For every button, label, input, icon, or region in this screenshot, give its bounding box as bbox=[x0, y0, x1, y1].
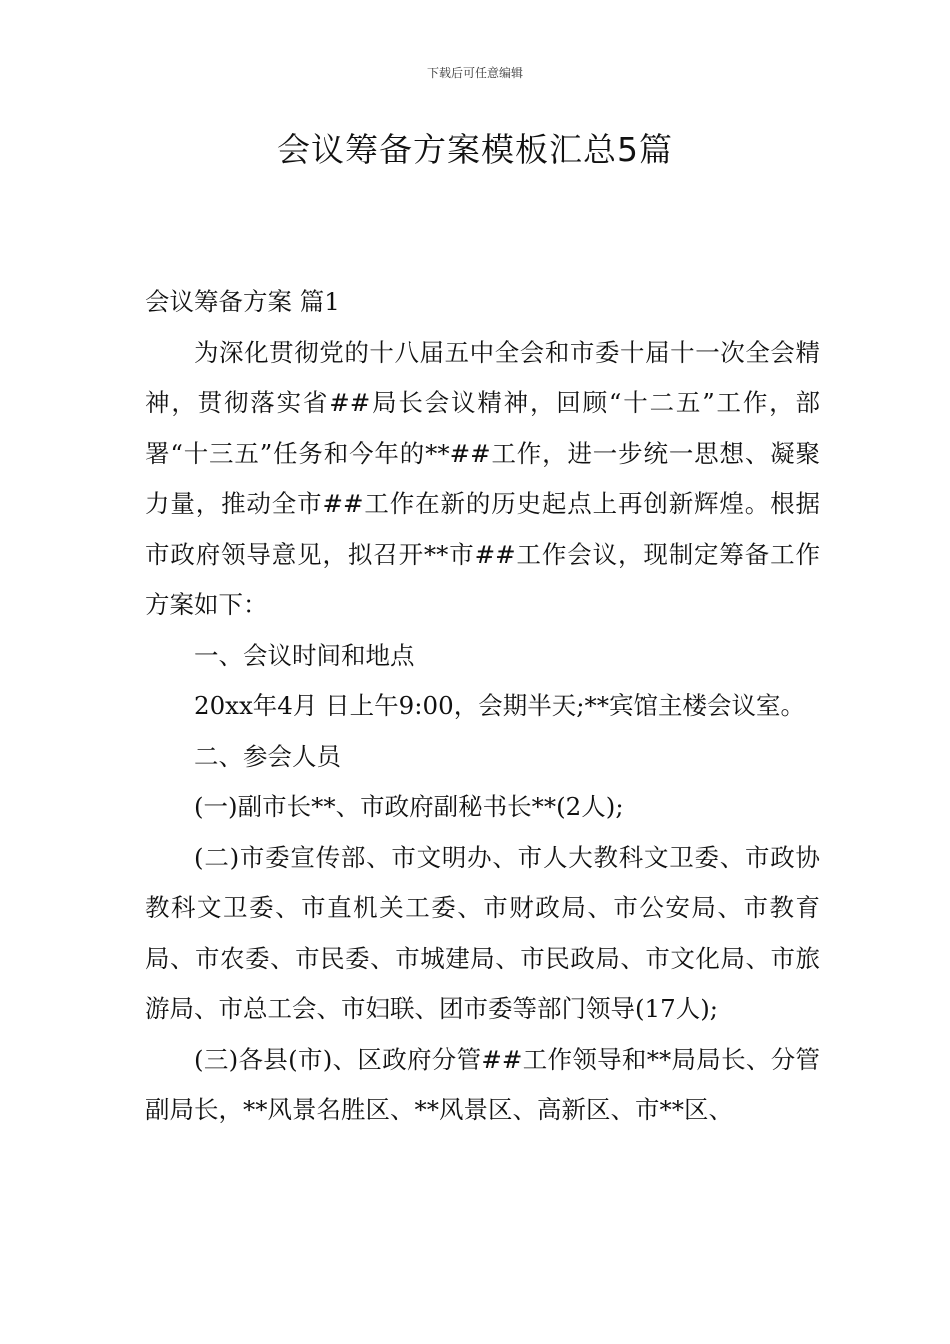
section-heading: 会议筹备方案 篇1 bbox=[145, 287, 340, 316]
document-title: 会议筹备方案模板汇总5篇 bbox=[277, 130, 673, 169]
heading-attendees: 二、参会人员 bbox=[194, 741, 341, 771]
paragraph-meeting-time-place: 20xx年4月 日上午9:00，会期半天;**宾馆主楼会议室。 bbox=[194, 691, 805, 720]
paragraph-attendees-3: (三)各县(市)、区政府分管##工作领导和**局局长、分管副局长，**风景名胜区、**风景区、高新区、市**区、 bbox=[145, 1044, 820, 1124]
page-header-note: 下载后可任意编辑 bbox=[426, 66, 523, 80]
paragraph-attendees-1: (一)副市长**、市政府副秘书长**(2人); bbox=[194, 792, 624, 821]
document-body bbox=[145, 277, 820, 1136]
paragraph-intro: 为深化贯彻党的十八届五中全会和市委十届十一次全会精神，贯彻落实省##局长会议精神，回顾“十二五”工作，部署“十三五”任务和今年的**##工作，进一步统一思想、凝聚力量，推动全市##工作在新的历史起点上再创新辉煌。根据市政府领导意见，拟召开**市##工作会议，现制定筹备工作方案如下： bbox=[145, 337, 820, 619]
paragraph-attendees-2: (二)市委宣传部、市文明办、市人大教科文卫委、市政协教科文卫委、市直机关工委、市财政局、市公安局、市教育局、市农委、市民委、市城建局、市民政局、市文化局、市旅游局、市总工会、市妇联、团市委等部门领导(17人); bbox=[145, 842, 820, 1023]
heading-meeting-time-place: 一、会议时间和地点 bbox=[194, 640, 415, 670]
